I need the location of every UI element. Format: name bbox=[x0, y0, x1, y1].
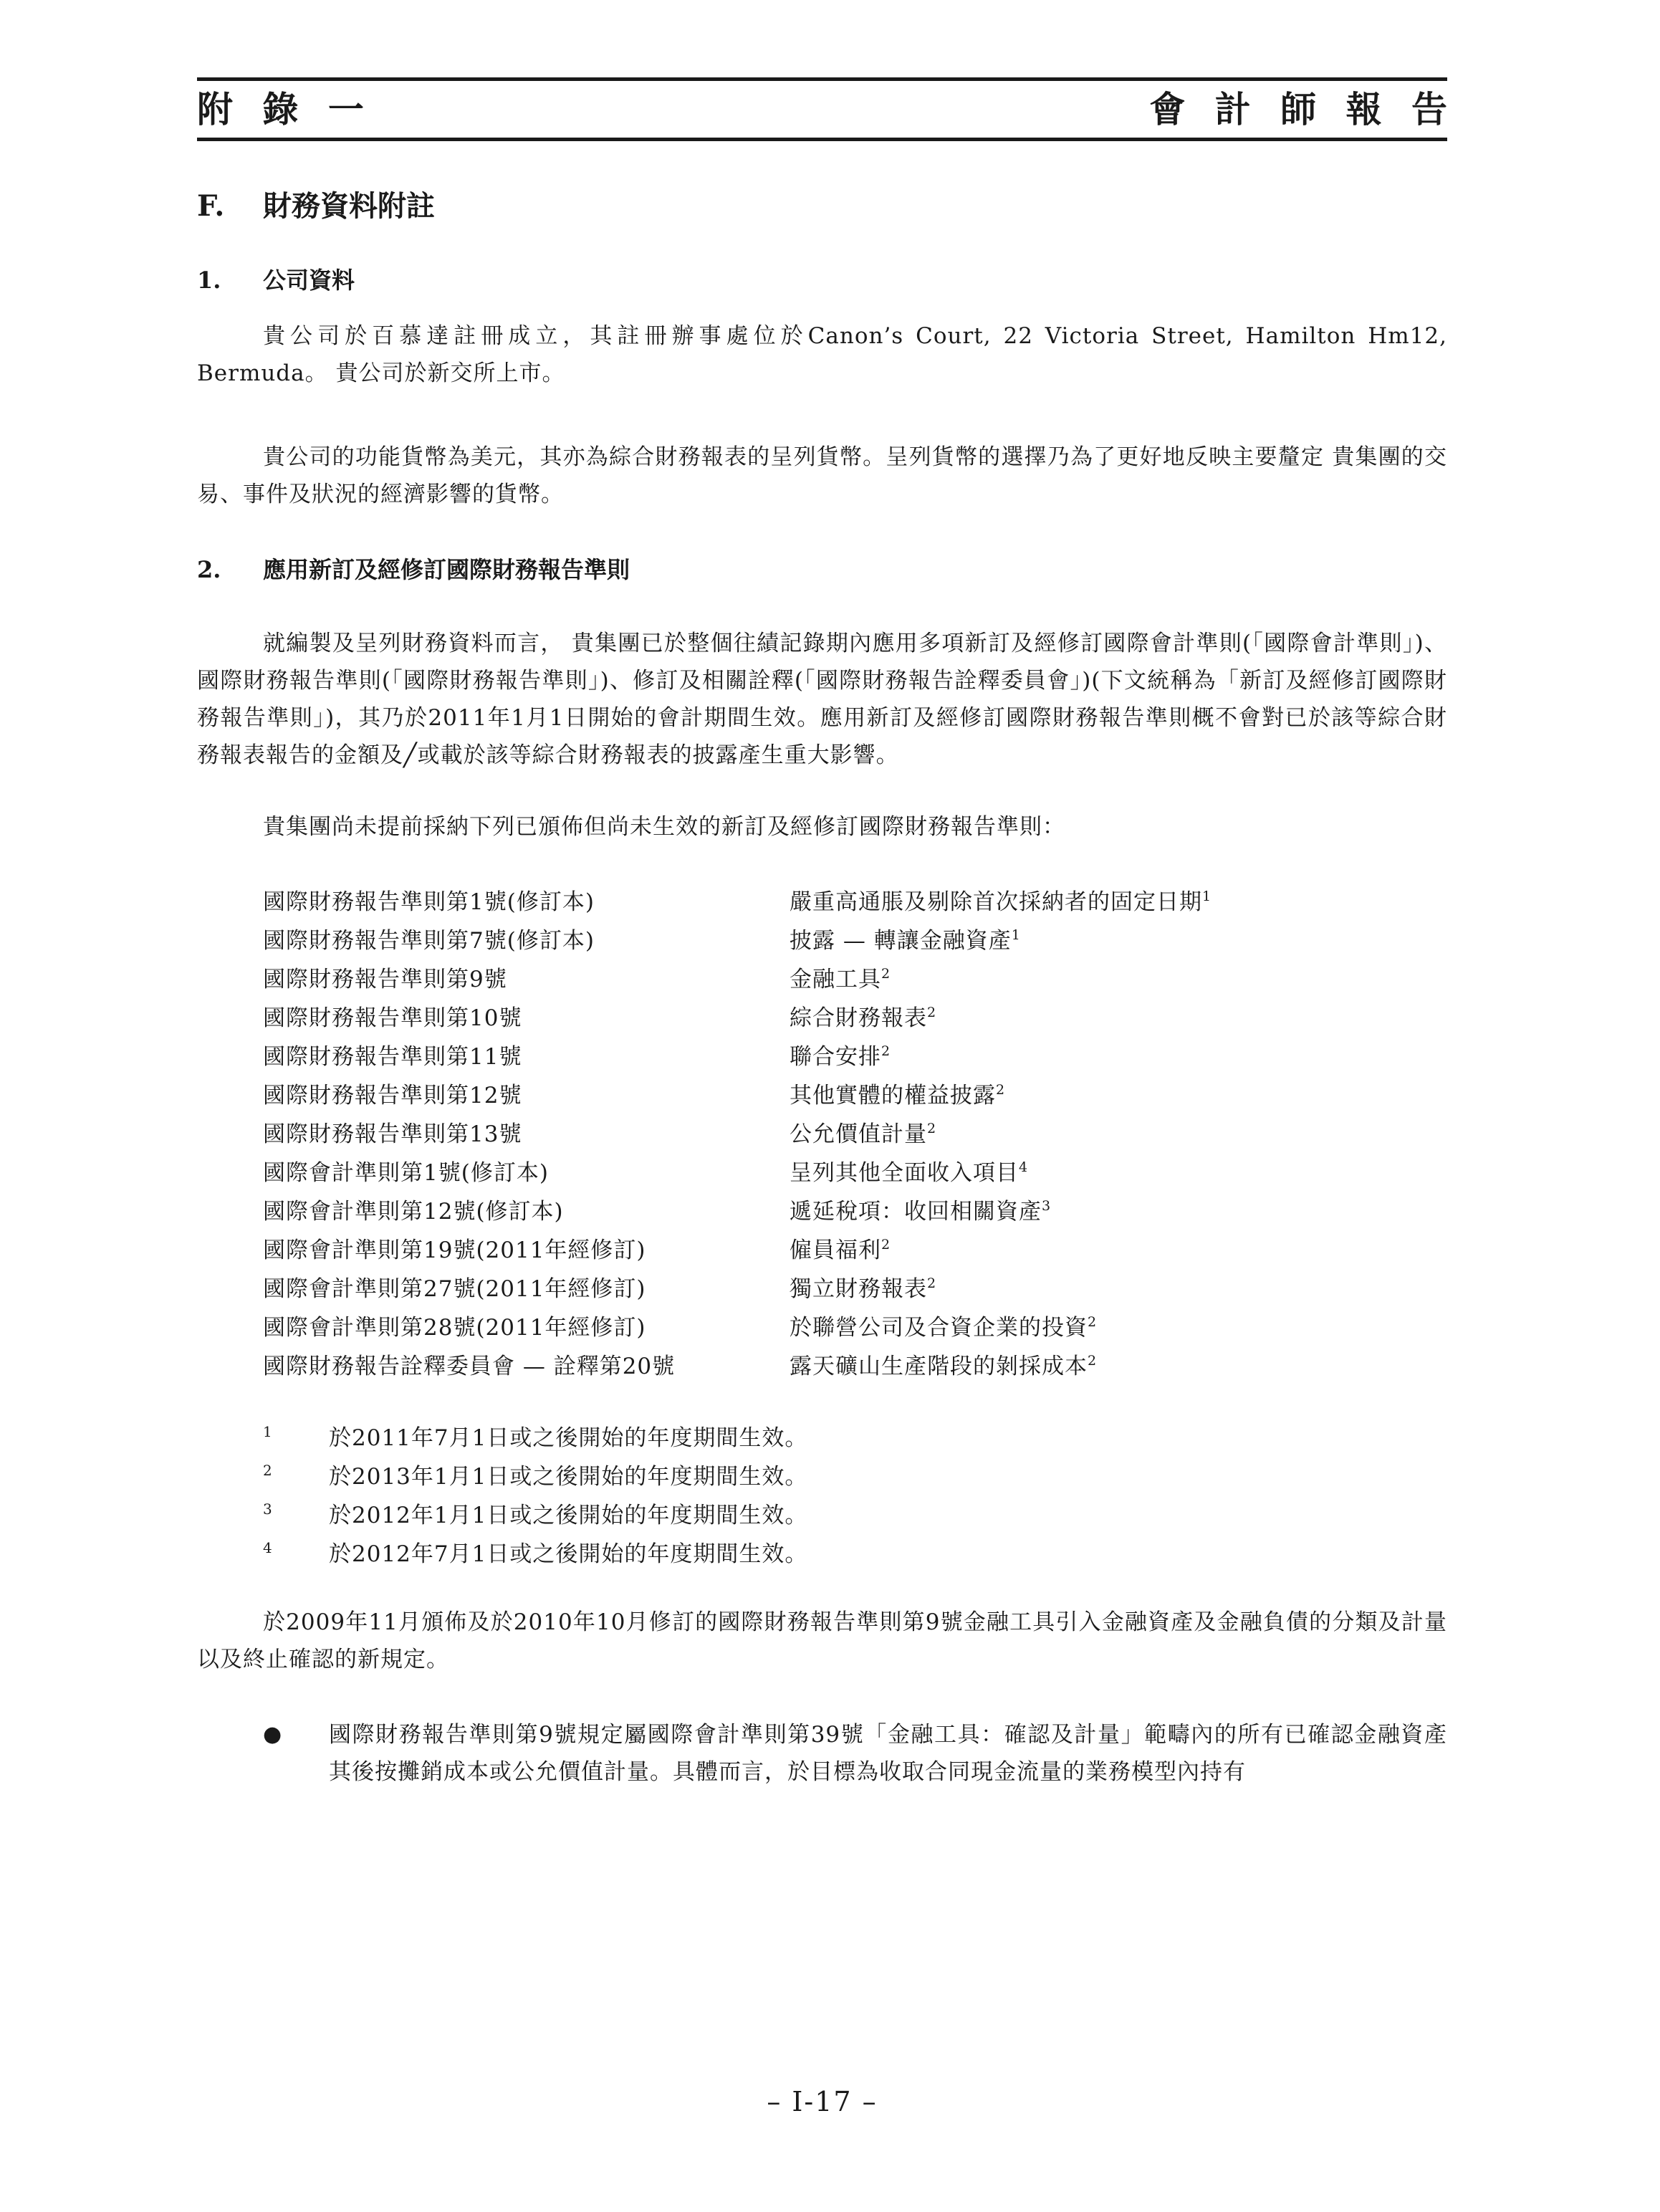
footnote-ref: 2 bbox=[927, 1275, 937, 1291]
standard-description: 綜合財務報表$^2$ bbox=[790, 1005, 937, 1031]
footnote-text: 於2013年1月1日或之後開始的年度期間生效。 bbox=[329, 1464, 808, 1490]
footnote-mark: 2 bbox=[263, 1462, 273, 1479]
document-page bbox=[197, 0, 1456, 2212]
standard-description: 遞延稅項：收回相關資產$^3$ bbox=[790, 1198, 1052, 1225]
header-report-title: 會 計 師 報 告 bbox=[1149, 88, 1456, 130]
standard-row bbox=[263, 1308, 1381, 1347]
standard-name: 國際財務報告準則第13號 bbox=[263, 1121, 522, 1147]
note-2-paragraph-3: 於2009年11月頒佈及於2010年10月修訂的國際財務報告準則第9號金融工具引入金融資產及金融負債的分類及計量以及終止確認的新規定。 bbox=[197, 1609, 1447, 1672]
standard-description: 披露 — 轉讓金融資產$^1$ bbox=[790, 927, 1021, 954]
footnote-row bbox=[263, 1535, 807, 1574]
standard-row bbox=[263, 999, 1381, 1038]
standard-row bbox=[263, 1038, 1381, 1076]
standard-description: 公允價值計量$^2$ bbox=[790, 1121, 937, 1147]
standard-row bbox=[263, 1192, 1381, 1231]
standard-name: 國際財務報告準則第11號 bbox=[263, 1044, 522, 1070]
footnote-row bbox=[263, 1457, 807, 1496]
standard-description: 僱員福利$^2$ bbox=[790, 1237, 891, 1263]
standard-row bbox=[263, 1154, 1381, 1192]
header-appendix-label: 附 錄 一 bbox=[197, 88, 373, 130]
header-bottom-rule bbox=[197, 138, 1447, 141]
standard-name: 國際會計準則第27號(2011年經修訂) bbox=[263, 1276, 646, 1302]
standard-row bbox=[263, 1115, 1381, 1154]
footnote-ref: 2 bbox=[927, 1005, 937, 1020]
footnote-ref: 3 bbox=[1042, 1198, 1052, 1214]
standard-name: 國際財務報告準則第1號(修訂本) bbox=[263, 889, 595, 915]
standard-row bbox=[263, 883, 1381, 921]
note-2-title: 應用新訂及經修訂國際財務報告準則 bbox=[263, 556, 630, 583]
footnotes-list bbox=[263, 1419, 807, 1574]
section-heading bbox=[197, 185, 435, 228]
note-2-number: 2. bbox=[197, 556, 221, 583]
standard-name: 國際財務報告詮釋委員會 — 詮釋第20號 bbox=[263, 1354, 676, 1379]
footnote-ref: 2 bbox=[881, 966, 891, 982]
note-2-heading bbox=[197, 552, 630, 588]
standard-row bbox=[263, 1231, 1381, 1270]
footnote-text: 於2011年7月1日或之後開始的年度期間生效。 bbox=[329, 1425, 808, 1451]
note-2-paragraph-2: 貴集團尚未提前採納下列已頒佈但尚未生效的新訂及經修訂國際財務報告準則： bbox=[263, 814, 1065, 840]
standard-description: 於聯營公司及合資企業的投資$^2$ bbox=[790, 1314, 1098, 1341]
standard-description: 嚴重高通脹及剔除首次採納者的固定日期$^1$ bbox=[790, 889, 1212, 915]
footnote-mark: 3 bbox=[263, 1500, 273, 1518]
footnote-ref: 1 bbox=[1202, 889, 1212, 904]
footnote-text: 於2012年7月1日或之後開始的年度期間生效。 bbox=[329, 1541, 808, 1567]
bullet-icon: ● bbox=[263, 1722, 282, 1747]
standard-name: 國際會計準則第28號(2011年經修訂) bbox=[263, 1315, 646, 1341]
standard-description: 聯合安排$^2$ bbox=[790, 1043, 891, 1070]
standard-name: 國際會計準則第12號(修訂本) bbox=[263, 1199, 564, 1225]
standard-row bbox=[263, 1270, 1381, 1308]
note-1-number: 1. bbox=[197, 267, 221, 294]
footnote-mark: 1 bbox=[263, 1423, 273, 1440]
footnote-ref: 2 bbox=[1088, 1353, 1098, 1369]
standard-name: 國際財務報告準則第7號(修訂本) bbox=[263, 928, 595, 954]
standard-name: 國際財務報告準則第12號 bbox=[263, 1083, 522, 1109]
footnote-row bbox=[263, 1419, 807, 1457]
footnote-ref: 2 bbox=[881, 1237, 891, 1253]
note-1-heading bbox=[197, 262, 355, 298]
standard-description: 金融工具$^2$ bbox=[790, 966, 891, 992]
footnote-ref: 2 bbox=[996, 1082, 1006, 1098]
note-1-paragraph-1: 貴公司於百慕達註冊成立，其註冊辦事處位於Canon’s Court, 22 Victoria Street, Hamilton Hm12, Bermuda。 貴公司於新交所上市。 bbox=[197, 323, 1447, 386]
standard-description: 獨立財務報表$^2$ bbox=[790, 1275, 937, 1302]
bullet-item bbox=[263, 1716, 1447, 1791]
note-1-title: 公司資料 bbox=[263, 267, 355, 294]
standard-row bbox=[263, 960, 1381, 999]
footnote-ref: 2 bbox=[1088, 1314, 1098, 1330]
note-1-paragraph-2: 貴公司的功能貨幣為美元，其亦為綜合財務報表的呈列貨幣。呈列貨幣的選擇乃為了更好地反映主要釐定 貴集團的交易、事件及狀況的經濟影響的貨幣。 bbox=[197, 444, 1447, 507]
footnote-row bbox=[263, 1496, 807, 1535]
standard-name: 國際會計準則第19號(2011年經修訂) bbox=[263, 1237, 646, 1263]
standard-description: 其他實體的權益披露$^2$ bbox=[790, 1082, 1006, 1109]
bullet-text: 國際財務報告準則第9號規定屬國際會計準則第39號「金融工具：確認及計量」範疇內的所有已確認金融資產其後按攤銷成本或公允價值計量。具體而言，於目標為收取合同現金流量的業務模型內持有 bbox=[329, 1722, 1447, 1785]
footnote-ref: 2 bbox=[881, 1043, 891, 1059]
standard-name: 國際會計準則第1號(修訂本) bbox=[263, 1160, 549, 1186]
standard-row bbox=[263, 1076, 1381, 1115]
footnote-ref: 1 bbox=[1011, 927, 1021, 943]
footnote-mark: 4 bbox=[263, 1539, 273, 1556]
standard-row bbox=[263, 921, 1381, 960]
header-top-rule bbox=[197, 77, 1447, 81]
page-number: – I-17 – bbox=[767, 2086, 878, 2117]
footnote-text: 於2012年1月1日或之後開始的年度期間生效。 bbox=[329, 1503, 808, 1528]
standards-list bbox=[263, 883, 1381, 1386]
standard-description: 露天礦山生產階段的剝採成本$^2$ bbox=[790, 1353, 1098, 1379]
standard-name: 國際財務報告準則第9號 bbox=[263, 967, 507, 992]
footnote-ref: 4 bbox=[1019, 1159, 1029, 1175]
standard-description: 呈列其他全面收入項目$^4$ bbox=[790, 1159, 1029, 1186]
section-letter: F. bbox=[197, 189, 225, 223]
note-2-paragraph-1: 就編製及呈列財務資料而言， 貴集團已於整個往績記錄期內應用多項新訂及經修訂國際會計準則(「國際會計準則」)、國際財務報告準則(「國際財務報告準則」)、修訂及相關詮釋(「國際財務報告詮釋委員會」)(下文統稱為「新訂及經修訂國際財務報告準則」)，其乃於2011年1月1日開始的會計期間生效。應用新訂及經修訂國際財務報告準則概不會對已於該等綜合財務報表報告的金額及╱或載於該等綜合財務報表的披露產生重大影響。 bbox=[197, 631, 1447, 768]
footnote-ref: 2 bbox=[927, 1121, 937, 1136]
standard-name: 國際財務報告準則第10號 bbox=[263, 1005, 522, 1031]
section-title: 財務資料附註 bbox=[263, 189, 435, 223]
standard-row bbox=[263, 1347, 1381, 1386]
